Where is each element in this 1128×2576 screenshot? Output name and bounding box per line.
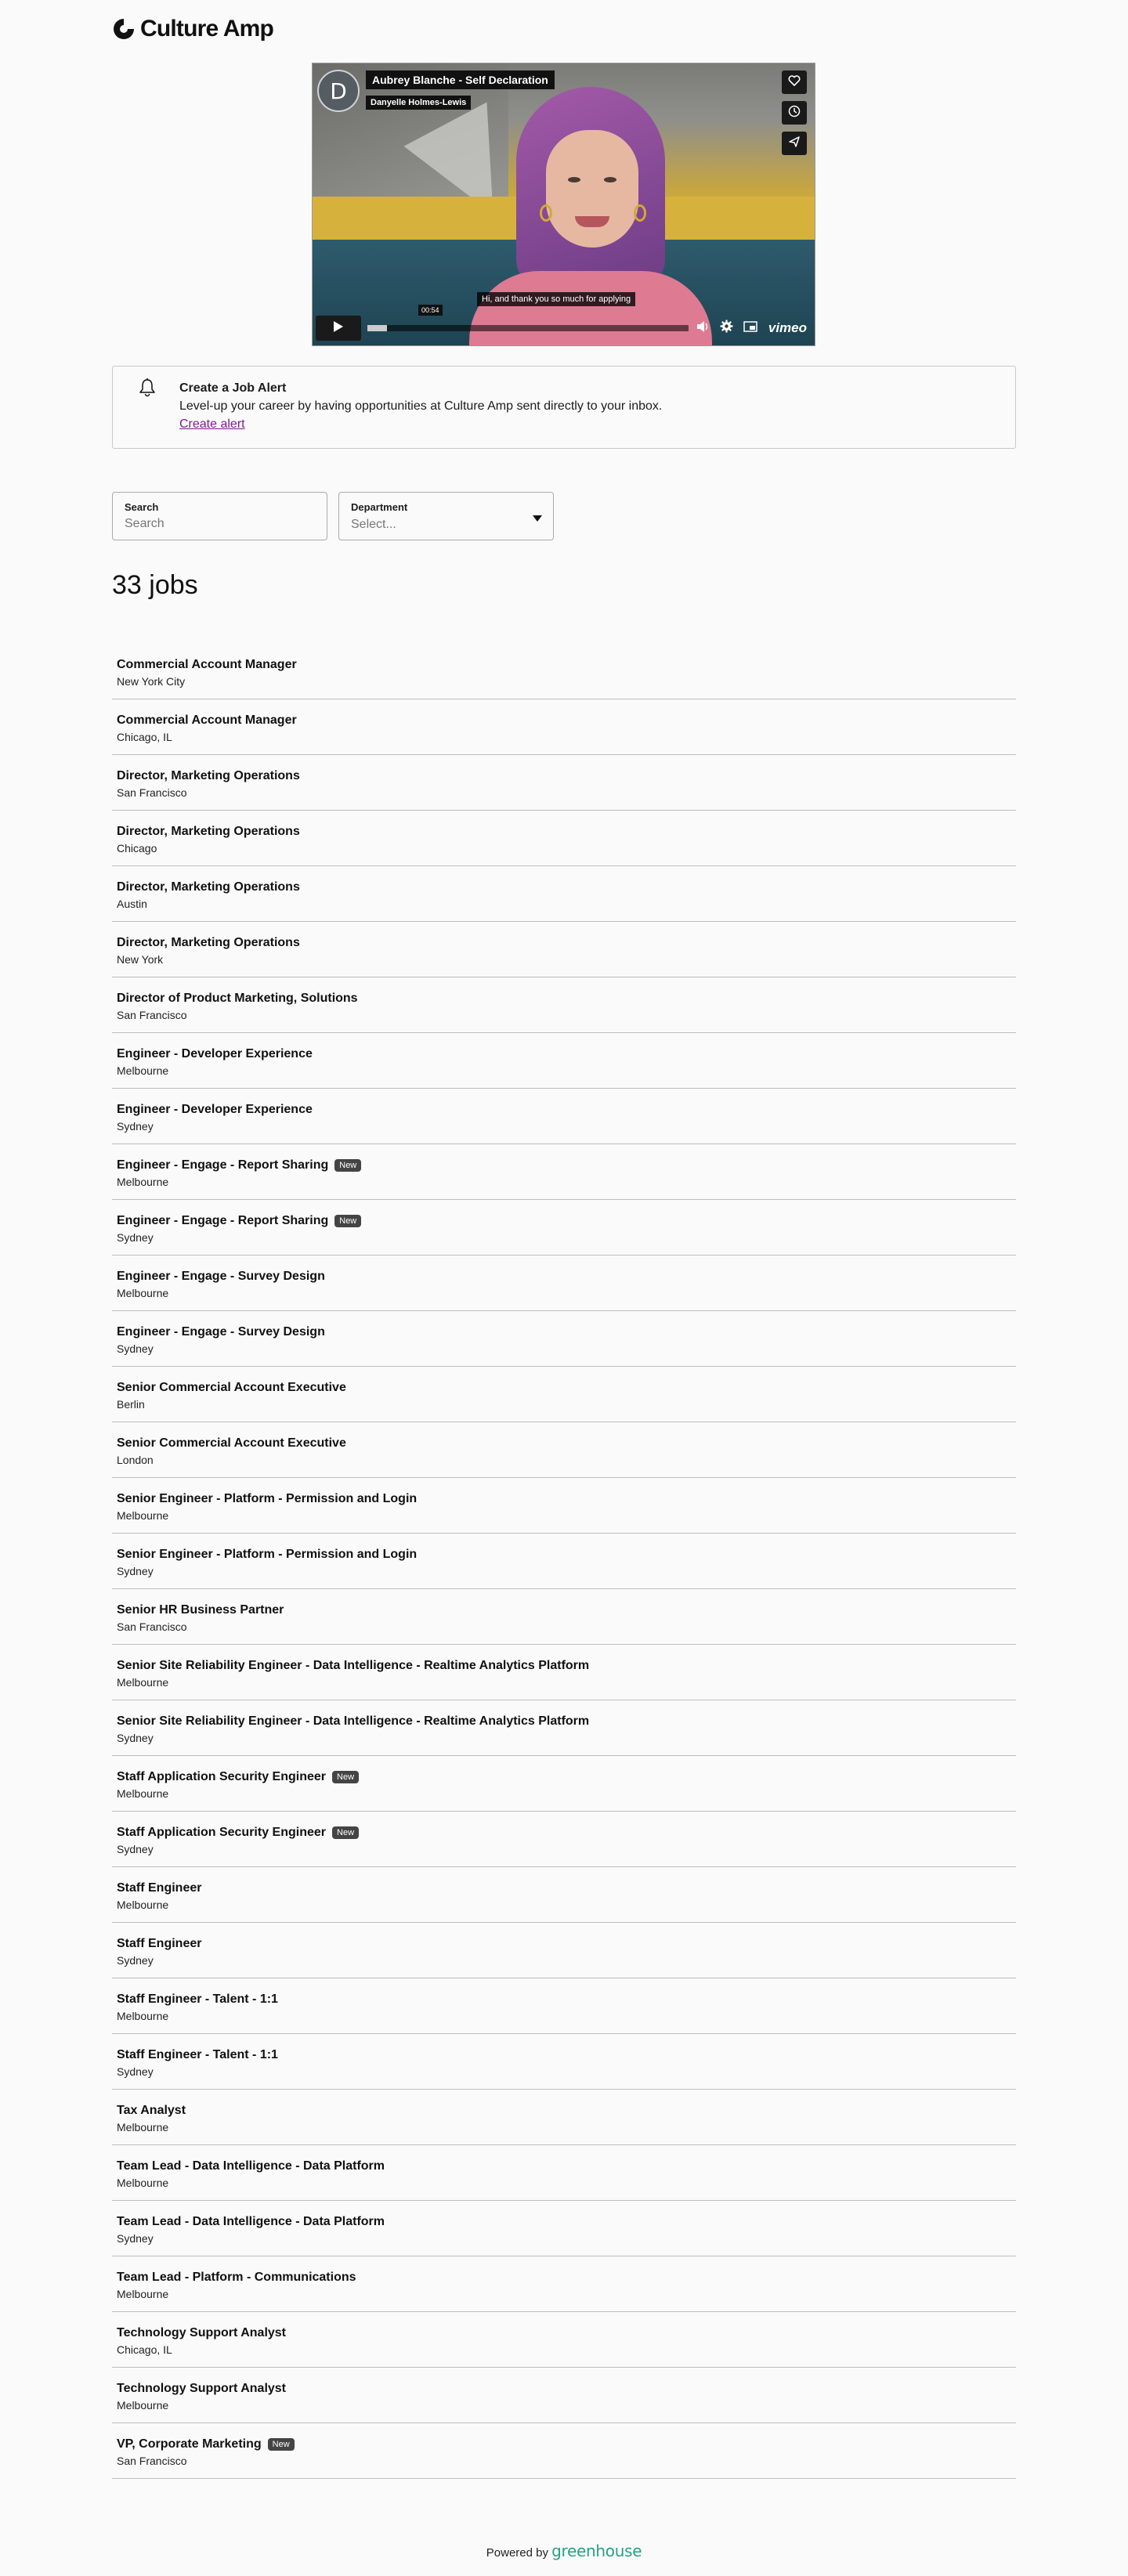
job-title-row — [117, 824, 1016, 840]
like-button[interactable] — [782, 70, 807, 94]
job-listing[interactable] — [112, 2145, 1016, 2201]
job-location: San Francisco — [117, 1620, 187, 1633]
job-listing[interactable] — [112, 1367, 1016, 1422]
job-title-row — [117, 1158, 1016, 1173]
job-location: San Francisco — [117, 1009, 187, 1021]
job-title-row — [117, 768, 1016, 784]
department-placeholder: Select... — [351, 518, 396, 531]
job-location: New York City — [117, 675, 186, 688]
job-location: Melbourne — [117, 2399, 169, 2412]
job-title-row — [117, 1102, 1016, 1118]
job-title-row — [117, 1992, 1016, 2007]
new-badge: New — [332, 1826, 359, 1839]
job-title-row — [117, 991, 1016, 1006]
job-title[interactable]: Staff Application Security Engineer — [117, 1826, 327, 1839]
job-title[interactable]: Team Lead - Platform - Communications — [117, 2271, 356, 2284]
search-field[interactable] — [112, 492, 327, 540]
job-listing[interactable] — [112, 811, 1016, 866]
jobs-count: 33 jobs — [112, 570, 198, 600]
job-title-row — [117, 2270, 1016, 2285]
job-title[interactable]: Senior HR Business Partner — [117, 1603, 284, 1617]
job-listing[interactable] — [112, 1978, 1016, 2034]
job-location: Sydney — [117, 2232, 154, 2245]
settings-button[interactable] — [718, 320, 736, 337]
picture-in-picture-button[interactable] — [742, 320, 759, 337]
job-title-row — [117, 2159, 1016, 2174]
job-title[interactable]: Senior Site Reliability Engineer - Data Intelligence - Realtime Analytics Platform — [117, 1714, 590, 1728]
caret-down-icon — [533, 515, 542, 522]
job-listing[interactable] — [112, 644, 1016, 699]
heart-icon — [788, 75, 801, 90]
video-progress-bar[interactable] — [367, 306, 689, 331]
job-title-row — [117, 1491, 1016, 1507]
job-title-row — [117, 1825, 1016, 1841]
job-listing[interactable] — [112, 2368, 1016, 2423]
job-location: Melbourne — [117, 1287, 169, 1299]
job-title-row — [117, 1547, 1016, 1563]
job-location: Chicago, IL — [117, 731, 172, 743]
job-title-row — [117, 1324, 1016, 1340]
job-title[interactable]: Team Lead - Data Intelligence - Data Platform — [117, 2159, 385, 2173]
job-title[interactable]: Technology Support Analyst — [117, 2326, 287, 2339]
job-title-row — [117, 1436, 1016, 1451]
job-title[interactable]: Staff Engineer - Talent - 1:1 — [117, 2048, 278, 2061]
job-location: London — [117, 1454, 154, 1466]
job-title[interactable]: Engineer - Engage - Report Sharing — [117, 1158, 329, 1172]
job-listing[interactable] — [112, 1812, 1016, 1867]
brand-name: Culture Amp — [140, 16, 274, 42]
share-button[interactable] — [782, 132, 807, 155]
culture-amp-logo-icon — [112, 17, 136, 41]
job-location: New York — [117, 953, 164, 966]
powered-by-text: Powered by — [486, 2546, 548, 2560]
job-title[interactable]: Director, Marketing Operations — [117, 769, 300, 782]
job-alert-description: Level-up your career by having opportunities at Culture Amp sent directly to your inbox. — [179, 399, 663, 413]
job-title[interactable]: Staff Engineer — [117, 1937, 202, 1950]
job-list — [112, 644, 1016, 2479]
job-title-row — [117, 1213, 1016, 1229]
job-title[interactable]: Director, Marketing Operations — [117, 825, 300, 838]
job-title-row — [117, 1658, 1016, 1674]
new-badge: New — [334, 1159, 361, 1172]
job-title-row — [117, 2103, 1016, 2119]
job-title[interactable]: Senior Commercial Account Executive — [117, 1436, 346, 1450]
job-location: Sydney — [117, 1120, 154, 1133]
job-title-row — [117, 2381, 1016, 2397]
new-badge: New — [332, 1771, 359, 1783]
job-title-row — [117, 1602, 1016, 1618]
job-listing[interactable] — [112, 1589, 1016, 1645]
play-icon — [333, 320, 344, 337]
job-title[interactable]: Technology Support Analyst — [117, 2382, 287, 2395]
job-location: Chicago — [117, 842, 157, 854]
job-location: Melbourne — [117, 2288, 169, 2300]
video-frame-person — [501, 87, 681, 346]
job-listing[interactable] — [112, 866, 1016, 922]
greenhouse-logo[interactable]: greenhouse — [551, 2542, 642, 2560]
job-title-row — [117, 1046, 1016, 1062]
search-input[interactable] — [125, 517, 313, 531]
job-location: Austin — [117, 898, 147, 910]
job-title[interactable]: Team Lead - Data Intelligence - Data Platform — [117, 2215, 385, 2228]
job-listing[interactable] — [112, 1144, 1016, 1200]
job-title-row — [117, 2325, 1016, 2341]
job-title-row — [117, 1380, 1016, 1396]
job-title[interactable]: Director of Product Marketing, Solutions — [117, 992, 358, 1005]
send-icon — [788, 135, 801, 152]
job-title[interactable]: Staff Engineer — [117, 1881, 202, 1895]
job-title[interactable]: Director, Marketing Operations — [117, 880, 300, 894]
job-title-row — [117, 935, 1016, 951]
job-title[interactable]: Commercial Account Manager — [117, 714, 297, 727]
job-title-row — [117, 880, 1016, 895]
job-location: Melbourne — [117, 1899, 169, 1911]
job-location: Sydney — [117, 1342, 154, 1355]
video-timestamp: 00:54 — [418, 305, 443, 316]
video-player[interactable] — [312, 63, 815, 346]
bell-icon — [138, 378, 157, 402]
job-location: Melbourne — [117, 1064, 169, 1077]
job-title-row — [117, 1269, 1016, 1284]
job-title-row — [117, 2437, 1016, 2452]
job-listing[interactable] — [112, 1089, 1016, 1144]
job-location: Sydney — [117, 1843, 154, 1855]
job-listing[interactable] — [112, 1645, 1016, 1700]
job-location: Melbourne — [117, 1787, 169, 1800]
job-title[interactable]: Engineer - Engage - Survey Design — [117, 1325, 325, 1339]
volume-button[interactable] — [695, 320, 712, 337]
job-title[interactable]: Senior Engineer - Platform - Permission and Login — [117, 1548, 418, 1561]
job-listing[interactable] — [112, 1478, 1016, 1534]
volume-icon — [696, 320, 710, 337]
job-title[interactable]: Director, Marketing Operations — [117, 936, 300, 949]
job-listing[interactable] — [112, 699, 1016, 755]
job-title[interactable]: Senior Site Reliability Engineer - Data Intelligence - Realtime Analytics Platform — [117, 1659, 590, 1672]
job-title-row — [117, 657, 1016, 673]
department-label: Department — [351, 501, 408, 513]
vimeo-logo[interactable]: vimeo — [768, 320, 807, 335]
job-listing[interactable] — [112, 1756, 1016, 1812]
new-badge: New — [334, 1215, 361, 1227]
job-listing[interactable] — [112, 1200, 1016, 1255]
job-location: Berlin — [117, 1398, 145, 1411]
job-title[interactable]: Tax Analyst — [117, 2104, 186, 2117]
job-title[interactable]: VP, Corporate Marketing — [117, 2437, 262, 2451]
watch-later-button[interactable] — [782, 101, 807, 125]
job-location: Melbourne — [117, 2177, 169, 2189]
job-title[interactable]: Engineer - Engage - Survey Design — [117, 1270, 325, 1283]
job-title-row — [117, 2047, 1016, 2063]
job-location: Melbourne — [117, 2010, 169, 2022]
gear-icon — [720, 320, 733, 337]
job-location: San Francisco — [117, 786, 187, 799]
job-alert-title: Create a Job Alert — [179, 381, 287, 395]
job-location: Melbourne — [117, 1176, 169, 1188]
video-caption: Hi, and thank you so much for applying — [477, 292, 635, 306]
job-listing[interactable] — [112, 2201, 1016, 2256]
job-listing[interactable] — [112, 1867, 1016, 1923]
clock-icon — [788, 105, 801, 121]
search-label: Search — [125, 501, 159, 513]
job-title[interactable]: Engineer - Developer Experience — [117, 1103, 313, 1116]
powered-by-footer — [112, 2542, 1016, 2560]
job-listing[interactable] — [112, 1311, 1016, 1367]
job-title-row — [117, 2214, 1016, 2230]
culture-amp-logo[interactable] — [112, 16, 273, 42]
job-title[interactable]: Commercial Account Manager — [117, 658, 297, 671]
job-location: Sydney — [117, 2065, 154, 2078]
job-location: Sydney — [117, 1954, 154, 1967]
job-listing[interactable] — [112, 2090, 1016, 2145]
job-location: Melbourne — [117, 1509, 169, 1522]
create-alert-link[interactable]: Create alert — [179, 417, 245, 431]
job-location: Sydney — [117, 1732, 154, 1744]
video-title[interactable]: Aubrey Blanche - Self Declaration — [366, 70, 555, 89]
job-location: San Francisco — [117, 2455, 187, 2467]
uploader-avatar[interactable]: D — [317, 70, 360, 112]
job-alert-panel — [112, 366, 1016, 449]
job-listing[interactable] — [112, 2423, 1016, 2479]
job-title[interactable]: Staff Application Security Engineer — [117, 1770, 327, 1783]
job-listing[interactable] — [112, 1700, 1016, 1756]
job-listing[interactable] — [112, 2312, 1016, 2368]
pip-icon — [743, 321, 757, 336]
job-listing[interactable] — [112, 2256, 1016, 2312]
job-listing[interactable] — [112, 2034, 1016, 2090]
job-location: Sydney — [117, 1565, 154, 1577]
job-listing[interactable] — [112, 1923, 1016, 1978]
job-location: Chicago, IL — [117, 2343, 172, 2356]
job-title[interactable]: Senior Engineer - Platform - Permission and Login — [117, 1492, 418, 1505]
job-location: Melbourne — [117, 1676, 169, 1689]
job-listing[interactable] — [112, 1255, 1016, 1311]
job-location: Melbourne — [117, 2121, 169, 2133]
job-title[interactable]: Senior Commercial Account Executive — [117, 1381, 346, 1394]
new-badge: New — [268, 2438, 295, 2451]
video-controls — [316, 306, 810, 341]
job-listing[interactable] — [112, 1534, 1016, 1589]
video-progress-fill — [367, 325, 387, 331]
job-location: Sydney — [117, 1231, 154, 1244]
job-listing[interactable] — [112, 755, 1016, 811]
job-title-row — [117, 713, 1016, 728]
department-select[interactable] — [338, 492, 554, 540]
job-title[interactable]: Staff Engineer - Talent - 1:1 — [117, 1993, 278, 2006]
job-title[interactable]: Engineer - Developer Experience — [117, 1047, 313, 1060]
job-title-row — [117, 1936, 1016, 1952]
job-title[interactable]: Engineer - Engage - Report Sharing — [117, 1214, 329, 1227]
job-listing[interactable] — [112, 977, 1016, 1033]
job-listing[interactable] — [112, 922, 1016, 977]
video-byline[interactable]: Danyelle Holmes-Lewis — [366, 96, 471, 110]
job-listing[interactable] — [112, 1422, 1016, 1478]
job-title-row — [117, 1714, 1016, 1729]
play-button[interactable] — [316, 316, 361, 341]
job-title-row — [117, 1881, 1016, 1896]
job-title-row — [117, 1769, 1016, 1785]
job-listing[interactable] — [112, 1033, 1016, 1089]
